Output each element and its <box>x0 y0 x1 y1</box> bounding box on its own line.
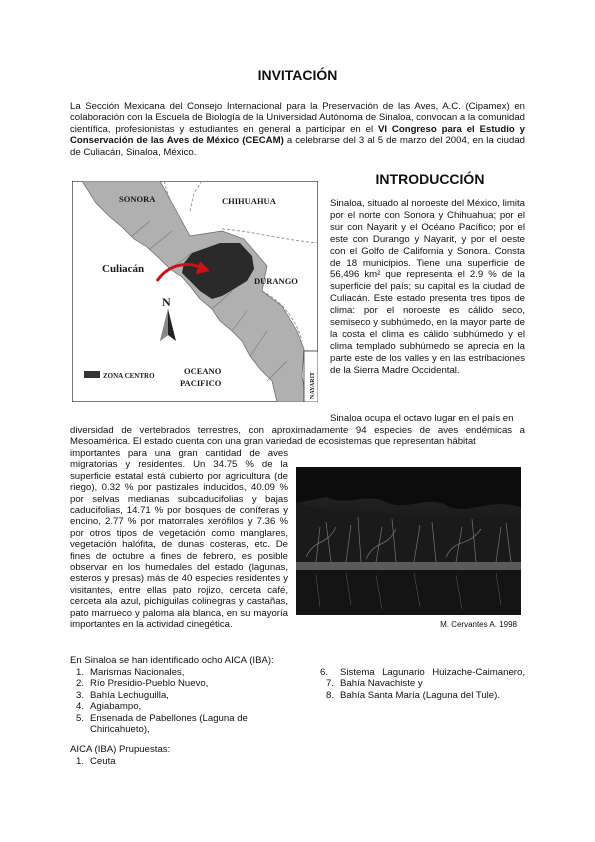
section-title: INTRODUCCIÓN <box>375 171 485 187</box>
wetland-photo <box>296 467 521 615</box>
list-item: 8. Bahía Santa María (Laguna del Tule). <box>325 689 500 701</box>
page-title: INVITACIÓN <box>257 67 338 83</box>
photo-caption: M. Cervantes A. 1998 <box>440 620 517 629</box>
invitation-dates: a celebrarse del 3 al 5 de marzo del 2004, en la ciudad de Culiacán, Sinaloa, México. <box>70 135 526 158</box>
label-nayarit: NAYARIT <box>310 372 316 399</box>
second-paragraph: diversidad de vertebrados terrestres, con aproximadamente 94 especies de aves endémicas a Mesoamérica. El estado cuenta con una gran variedad de ecosistemas que representan hábitat <box>70 425 525 448</box>
list-item: 1. Ceuta <box>75 756 116 767</box>
aica-list-right <box>320 667 525 701</box>
proposed-list <box>70 756 295 767</box>
aica-heading: En Sinaloa se han identificado ocho AICA (IBA): <box>70 655 274 666</box>
invitation-text: La Sección Mexicana del Consejo Internacional para la Preservación de las Aves, A.C. (Cipamex) en colaboración con la Escuela de Biología de la Universidad Autónoma de Sinaloa, convocan a la comunidad científica, profesionistas y estudiantes en general a participar en el <box>70 101 525 135</box>
aica-list-left <box>70 667 295 735</box>
label-culiacan: Culiacán <box>102 263 145 275</box>
list-item: 2. Río Presidio-Pueblo Nuevo, <box>75 678 209 690</box>
list-item: 5. Ensenada de Pabellones (Laguna de Chiricahueto), <box>75 712 248 736</box>
label-pacifico: PACIFICO <box>180 378 222 388</box>
list-item: 6. Sistema Lagunario Huizache-Caimanero, <box>320 667 525 678</box>
list-item: 1. Marismas Nacionales, <box>75 667 185 678</box>
label-zona-centro: ZONA CENTRO <box>103 372 155 380</box>
sinaloa-map <box>72 181 318 402</box>
second-paragraph-start: Sinaloa ocupa el octavo lugar en el país en <box>330 413 514 424</box>
label-oceano: OCEANO <box>184 366 222 376</box>
proposed-heading: AICA (IBA) Prupuestas: <box>70 744 171 755</box>
label-north: N <box>162 295 171 309</box>
list-item: 3. Bahía Lechuguilla, <box>75 689 169 701</box>
label-sonora: SONORA <box>119 194 156 204</box>
label-durango: DURANGO <box>254 276 298 286</box>
map-graphic <box>72 181 318 402</box>
list-item: 4. Agiabampo, <box>75 701 142 713</box>
habitat-paragraph: importantes para una gran cantidad de aves migratorias y residentes. Un 34.75 % de la superficie estatal está cubierto por agricultura (de riego), 0.32 % por pastizales inducidos, 40.09 % por selvas medianas subcaducifolias y bajas caducifolias, 14.71 % por bosques de coníferas y encino, 2.77 % por matorrales xerófilos y 7.36 % por otros tipos de vegetación como manglares, vegetación halófita, de dunas costeras, etc. De fines de octubre a fines de febrero, es posible observar en los humedales del estado (lagunas, esteros y presas) más de 40 especies residentes y visitantes, entre ellas pato rojizo, cerceta café, cerceta ala azul, pichiguilas colinegras y castañas, pato marrueco y paloma ala blanca, en su mayoría importantes en la actividad cinegética. <box>70 448 288 631</box>
label-chihuahua: CHIHUAHUA <box>222 196 276 206</box>
congress-name: VI Congreso para el Estudio y Conservación de las Aves de México (CECAM) <box>70 123 525 147</box>
invitation-paragraph <box>70 101 525 158</box>
intro-column-text: Sinaloa, situado al noroeste del México, limita por el norte con Sonora y Chihuahua; por el sur con Nayarit y el Océano Pacífico; por el este con Durango y Nayarit, y por el oeste con el Golfo de California y Sonora. Consta de 18 municipios. Tiene una superficie de 56,496 km² que representa el 2.9 % de la superficie del país; su capital es la ciudad de Culiacán. Este estado presenta tres tipos de clima: por el noroeste es cálido seco, semiseco y subhúmedo, en la mayor parte de la costa el clima es cálido subhúmedo y el clima templado subhúmedo se aprecia en la parte este de los valles y en las estribaciones de la Sierra Madre Occidental. <box>330 198 525 376</box>
list-item: 7. Bahía Navachiste y <box>325 678 423 690</box>
